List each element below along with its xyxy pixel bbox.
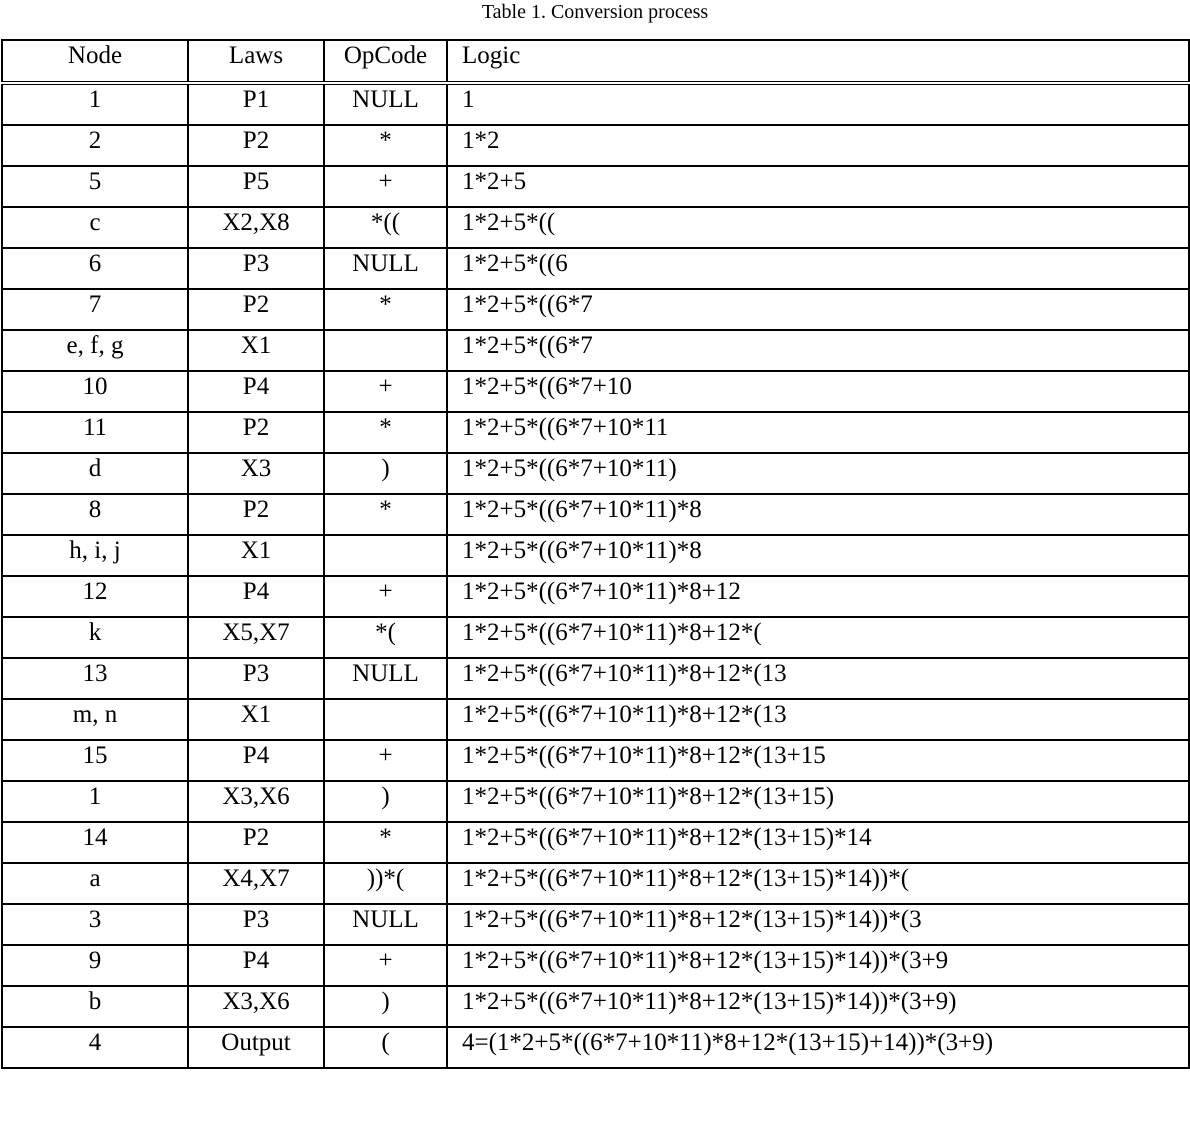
cell-logic: 4=(1*2+5*((6*7+10*11)*8+12*(13+15)+14))*(3+9)	[447, 1027, 1189, 1068]
cell-opcode	[324, 330, 447, 371]
cell-node: m, n	[2, 699, 188, 740]
cell-laws: X2,X8	[188, 207, 324, 248]
cell-laws: X4,X7	[188, 863, 324, 904]
cell-laws: P3	[188, 658, 324, 699]
cell-opcode: NULL	[324, 904, 447, 945]
cell-opcode: ))*(	[324, 863, 447, 904]
cell-logic: 1*2+5*((6*7+10*11)*8	[447, 494, 1189, 535]
cell-laws: P1	[188, 83, 324, 125]
cell-logic: 1*2+5*((6	[447, 248, 1189, 289]
cell-laws: P2	[188, 289, 324, 330]
cell-logic: 1*2+5*((6*7+10*11)*8+12*(13+15	[447, 740, 1189, 781]
cell-node: 1	[2, 781, 188, 822]
cell-logic: 1*2+5*((6*7+10*11)*8+12	[447, 576, 1189, 617]
header-opcode: OpCode	[324, 40, 447, 83]
conversion-table	[1, 39, 1190, 1069]
cell-opcode: +	[324, 576, 447, 617]
cell-opcode	[324, 699, 447, 740]
table-row	[2, 453, 1189, 494]
cell-logic: 1*2+5*((6*7+10*11)*8+12*(13+15)*14	[447, 822, 1189, 863]
cell-laws: P4	[188, 740, 324, 781]
cell-laws: P4	[188, 576, 324, 617]
cell-laws: P2	[188, 494, 324, 535]
cell-opcode: (	[324, 1027, 447, 1068]
cell-node: d	[2, 453, 188, 494]
table-row	[2, 494, 1189, 535]
cell-logic: 1*2+5*((6*7+10*11)*8+12*(13	[447, 699, 1189, 740]
cell-laws: X1	[188, 699, 324, 740]
table-body	[2, 83, 1189, 1068]
cell-laws: X5,X7	[188, 617, 324, 658]
cell-opcode: NULL	[324, 83, 447, 125]
table-row	[2, 945, 1189, 986]
cell-opcode: +	[324, 740, 447, 781]
header-laws: Laws	[188, 40, 324, 83]
cell-logic: 1*2+5*((6*7+10	[447, 371, 1189, 412]
cell-laws: X3,X6	[188, 781, 324, 822]
table-row	[2, 658, 1189, 699]
cell-logic: 1*2+5*((6*7+10*11)*8+12*(13+15)*14))*(3+9)	[447, 986, 1189, 1027]
cell-logic: 1*2+5*((6*7+10*11)*8+12*(13+15)*14))*(	[447, 863, 1189, 904]
cell-logic: 1*2+5*((6*7+10*11)*8+12*(13+15)*14))*(3+9	[447, 945, 1189, 986]
cell-node: e, f, g	[2, 330, 188, 371]
table-row	[2, 986, 1189, 1027]
cell-opcode: NULL	[324, 248, 447, 289]
cell-logic: 1*2+5*((6*7	[447, 289, 1189, 330]
cell-logic: 1*2+5*((6*7+10*11)	[447, 453, 1189, 494]
cell-opcode	[324, 535, 447, 576]
cell-opcode: *	[324, 289, 447, 330]
cell-laws: X1	[188, 330, 324, 371]
cell-node: a	[2, 863, 188, 904]
cell-node: 9	[2, 945, 188, 986]
table-row	[2, 822, 1189, 863]
cell-laws: P5	[188, 166, 324, 207]
cell-laws: X1	[188, 535, 324, 576]
cell-laws: P3	[188, 248, 324, 289]
cell-node: 2	[2, 125, 188, 166]
table-header-row	[2, 40, 1189, 83]
cell-node: k	[2, 617, 188, 658]
header-logic: Logic	[447, 40, 1189, 83]
cell-laws: P2	[188, 822, 324, 863]
cell-logic: 1*2+5*((6*7	[447, 330, 1189, 371]
cell-logic: 1*2	[447, 125, 1189, 166]
header-node: Node	[2, 40, 188, 83]
table-row	[2, 289, 1189, 330]
cell-node: c	[2, 207, 188, 248]
cell-node: b	[2, 986, 188, 1027]
cell-opcode: *(	[324, 617, 447, 658]
table-row	[2, 330, 1189, 371]
cell-opcode: *	[324, 822, 447, 863]
table-row	[2, 125, 1189, 166]
cell-opcode: +	[324, 945, 447, 986]
cell-logic: 1*2+5*((6*7+10*11)*8	[447, 535, 1189, 576]
cell-logic: 1*2+5*((6*7+10*11)*8+12*(	[447, 617, 1189, 658]
table-row	[2, 699, 1189, 740]
table-row	[2, 740, 1189, 781]
table-row	[2, 617, 1189, 658]
cell-laws: Output	[188, 1027, 324, 1068]
cell-laws: P2	[188, 412, 324, 453]
cell-opcode: *((	[324, 207, 447, 248]
cell-node: 13	[2, 658, 188, 699]
cell-opcode: NULL	[324, 658, 447, 699]
cell-opcode: *	[324, 125, 447, 166]
cell-node: 6	[2, 248, 188, 289]
cell-node: 11	[2, 412, 188, 453]
table-row	[2, 166, 1189, 207]
table-row	[2, 1027, 1189, 1068]
cell-node: 15	[2, 740, 188, 781]
cell-laws: P3	[188, 904, 324, 945]
cell-node: 12	[2, 576, 188, 617]
cell-opcode: +	[324, 166, 447, 207]
cell-logic: 1*2+5*((6*7+10*11)*8+12*(13+15)	[447, 781, 1189, 822]
cell-opcode: *	[324, 494, 447, 535]
table-caption: Table 1. Conversion process	[481, 1, 709, 23]
cell-opcode: )	[324, 986, 447, 1027]
cell-node: 10	[2, 371, 188, 412]
table-row	[2, 207, 1189, 248]
cell-laws: P4	[188, 371, 324, 412]
cell-node: 14	[2, 822, 188, 863]
cell-node: 5	[2, 166, 188, 207]
cell-logic: 1*2+5*((6*7+10*11)*8+12*(13+15)*14))*(3	[447, 904, 1189, 945]
cell-laws: P2	[188, 125, 324, 166]
cell-logic: 1*2+5*((6*7+10*11)*8+12*(13	[447, 658, 1189, 699]
cell-opcode: *	[324, 412, 447, 453]
table-row	[2, 904, 1189, 945]
cell-opcode: +	[324, 371, 447, 412]
cell-logic: 1	[447, 83, 1189, 125]
table-row	[2, 781, 1189, 822]
table-row	[2, 576, 1189, 617]
cell-logic: 1*2+5	[447, 166, 1189, 207]
cell-node: 3	[2, 904, 188, 945]
cell-node: 7	[2, 289, 188, 330]
cell-node: h, i, j	[2, 535, 188, 576]
cell-logic: 1*2+5*((6*7+10*11	[447, 412, 1189, 453]
cell-logic: 1*2+5*((	[447, 207, 1189, 248]
cell-opcode: )	[324, 453, 447, 494]
table-row	[2, 83, 1189, 125]
table-row	[2, 412, 1189, 453]
table-row	[2, 863, 1189, 904]
table-row	[2, 535, 1189, 576]
cell-laws: X3	[188, 453, 324, 494]
cell-node: 8	[2, 494, 188, 535]
table-row	[2, 248, 1189, 289]
table-row	[2, 371, 1189, 412]
cell-laws: P4	[188, 945, 324, 986]
cell-laws: X3,X6	[188, 986, 324, 1027]
cell-opcode: )	[324, 781, 447, 822]
cell-node: 1	[2, 83, 188, 125]
cell-node: 4	[2, 1027, 188, 1068]
